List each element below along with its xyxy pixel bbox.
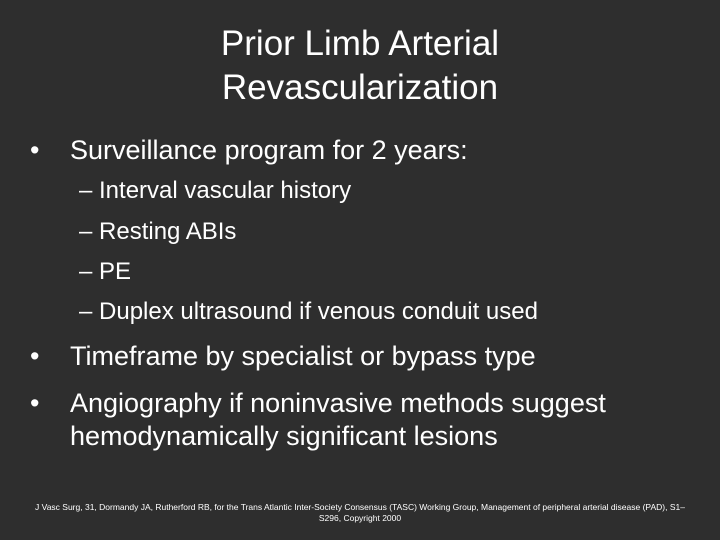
- slide-title-line-2: Revascularization: [221, 68, 499, 107]
- sub-item-vascular-history: – Interval vascular history: [79, 177, 352, 204]
- slide-title-line-1: Prior Limb Arterial: [220, 24, 500, 63]
- sub-item-pe: – PE: [79, 258, 132, 285]
- bullet-item-surveillance: [30, 134, 690, 167]
- bullet-icon: •: [30, 388, 40, 418]
- bullet-icon: •: [30, 135, 40, 165]
- bullet-text: Timeframe by specialist or bypass type: [70, 341, 536, 371]
- bullet-text: Surveillance program for 2 years:: [70, 135, 468, 165]
- bullet-text: Angiography if noninvasive methods suggest hemodynamically significant lesions: [70, 388, 606, 451]
- bullet-item-angiography: [30, 387, 650, 453]
- sub-item-resting-abis: – Resting ABIs: [79, 218, 237, 245]
- bullet-icon: •: [30, 341, 40, 371]
- bullet-item-timeframe: [30, 340, 690, 373]
- citation-footnote: J Vasc Surg, 31, Dormandy JA, Rutherford RB, for the Trans Atlantic Inter-Society Consensus (TASC) Working Group, Management of peripheral arterial disease (PAD), S1–S296, Copyright 2000: [35, 502, 685, 523]
- sub-item-duplex-ultrasound: – Duplex ultrasound if venous conduit used: [79, 298, 538, 325]
